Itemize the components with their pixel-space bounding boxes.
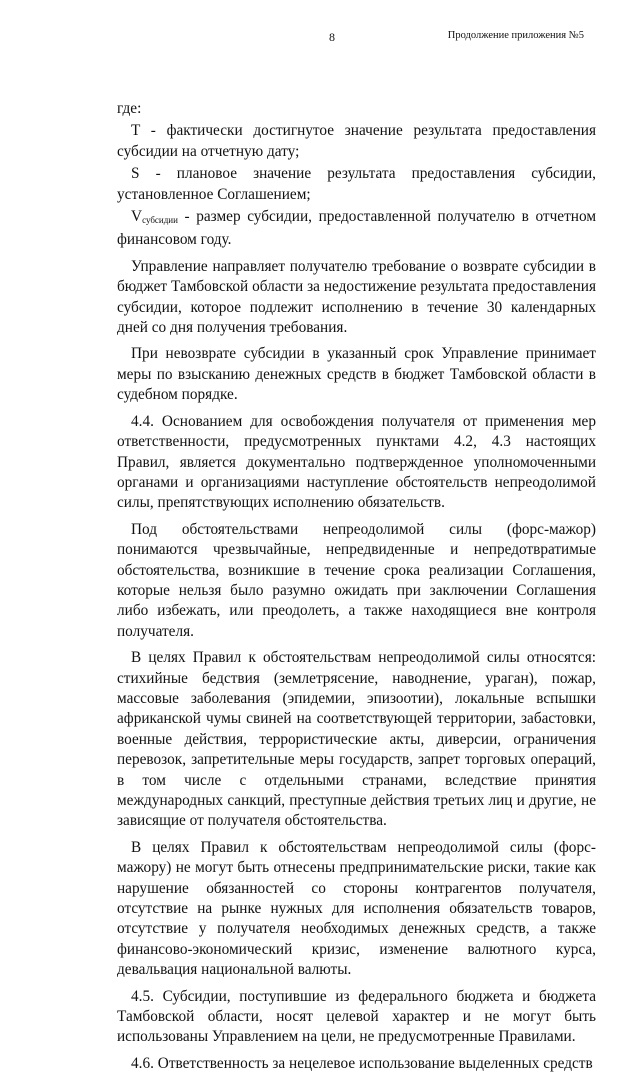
paragraph-force-majeure-exclusions: В целях Правил к обстоятельствам непреодолимой силы (форс-мажору) не могут быть отнесены предпринимательские риски, такие как нарушение обязанностей со стороны контрагентов получателя, отсутствие на рынке нужных для исполнения обязательств товаров, отсутствие у получателя необходимых денежных средств, а также финансово-экономический кризис, изменение валютного курса, девальвация национальной валюты. xyxy=(117,838,596,979)
s-definition: S - плановое значение результата предоставления субсидии, установленное Соглашением; xyxy=(117,165,596,203)
paragraph-nonreturn: При невозврате субсидии в указанный срок Управление принимает меры по взысканию денежных средств в бюджет Тамбовской области в судебном порядке. xyxy=(117,345,596,404)
paragraph-return-demand: Управление направляет получателю требование о возврате субсидии в бюджет Тамбовской области за недостижение результата предоставления субсидии, которое подлежит исполнению в течение 30 календарных дней со дня получения требования. xyxy=(117,257,596,337)
paragraph-force-majeure-list: В целях Правил к обстоятельствам непреодолимой силы относятся: стихийные бедствия (землетрясение, наводнение, ураган), пожар, массовые заболевания (эпидемии, эпизоотии), локальные вспышки африканской чумы свиней на соответствующей территории, забастовки, военные действия, террористические акты, диверсии, ограничения перевозок, запретительные меры государств, запрет торговых операций, в том числе с отдельными странами, вследствие принятия международных санкций, преступные действия третьих лиц и другие, не зависящие от получателя обстоятельства. xyxy=(117,649,596,830)
v-definition xyxy=(117,207,596,251)
v-definition-text: - размер субсидии, предоставленной получателю в отчетном финансовом году. xyxy=(117,208,596,249)
v-symbol: V xyxy=(131,208,143,226)
paragraph-4-6: 4.6. Ответственность за нецелевое использование выделенных средств xyxy=(131,1054,593,1072)
paragraph-4-4: 4.4. Основанием для освобождения получателя от применения мер ответственности, предусмотренных пунктами 4.2, 4.3 настоящих Правил, является документально подтвержденное уполномоченными органами и организациями наступление обстоятельств непреодолимой силы, препятствующих исполнению обязательств. xyxy=(117,412,596,512)
where-label: где: xyxy=(117,100,142,117)
body-text xyxy=(117,99,596,1074)
paragraph-force-majeure-definition: Под обстоятельствами непреодолимой силы (форс-мажор) понимаются чрезвычайные, непредвиденные и непредотвратимые обстоятельства, возникшие в течение срока реализации Соглашения, которые нельзя было разумно ожидать при заключении Соглашения либо избежать, или преодолеть, а также находящиеся вне контроля получателя. xyxy=(117,520,596,640)
running-header: Продолжение приложения №5 xyxy=(447,30,584,41)
v-subscript: субсидии xyxy=(142,215,178,226)
page-number: 8 xyxy=(329,30,335,44)
t-definition: T - фактически достигнутое значение результата предоставления субсидии на отчетную дату; xyxy=(117,122,596,160)
paragraph-4-5: 4.5. Субсидии, поступившие из федерального бюджета и бюджета Тамбовской области, носят целевой характер и не могут быть использованы Управлением на цели, не предусмотренные Правилами. xyxy=(117,987,596,1046)
